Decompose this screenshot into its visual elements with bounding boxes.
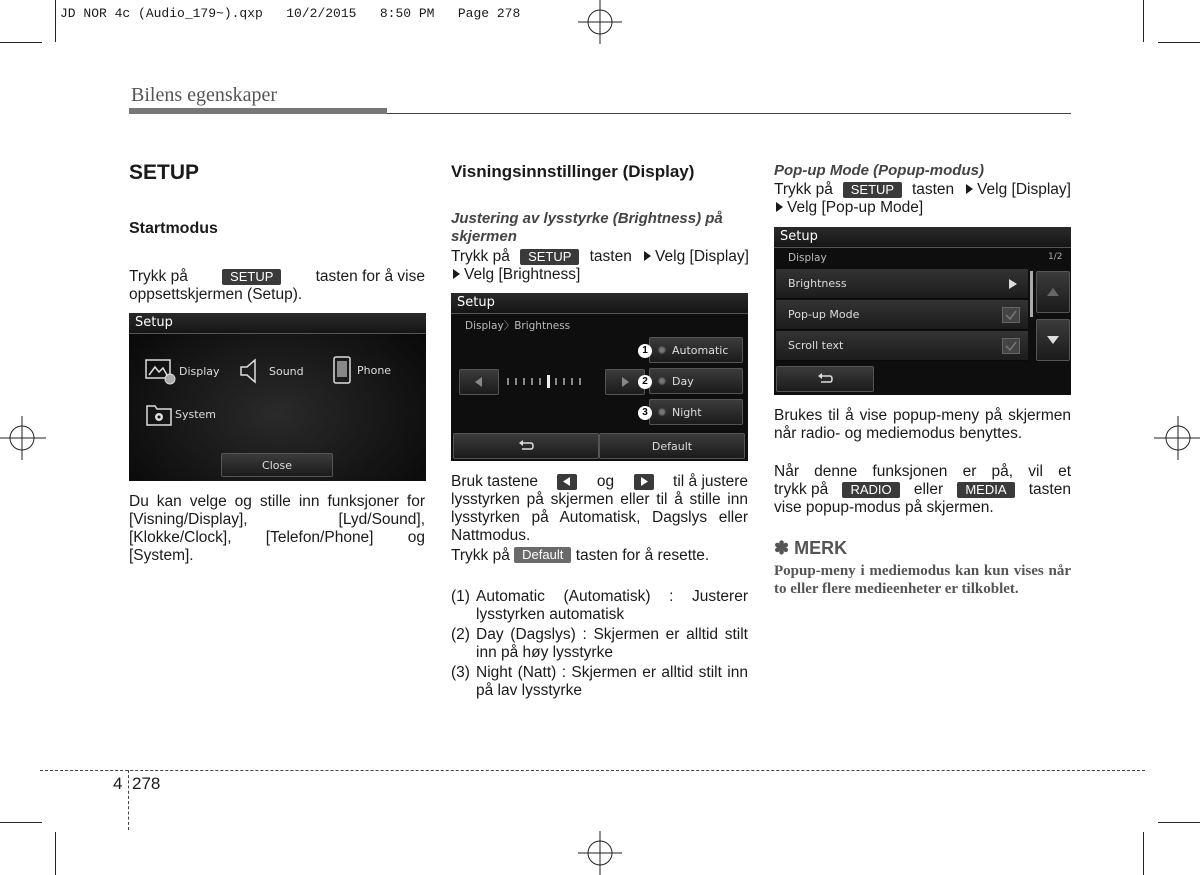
triangle-right-icon [640, 477, 648, 486]
paragraph-setup-functions: Du kan velge og stille inn funksjoner for [Visning/Display], [Lyd/Sound], [Klokke/Clock], [Telefon/Phone] og [System]. [129, 493, 425, 564]
subheading-brightness: Justering av lysstyrke (Brightness) på skjermen [451, 210, 723, 245]
list-item: (2) Day (Dagslys) : Skjermen er alltid stilt inn på høy lysstyrke [451, 626, 748, 661]
option-night[interactable]: Night [649, 399, 743, 425]
section-heading-setup: SETUP [129, 161, 200, 184]
arrow-right-icon [644, 251, 651, 261]
callout-number: 2 [638, 375, 652, 389]
crop-mark [1143, 832, 1144, 875]
registration-mark [0, 416, 46, 460]
return-arrow-icon [817, 373, 833, 385]
subheading-popup-mode: Pop-up Mode (Popup-modus) [774, 162, 984, 179]
setup-item-sound[interactable]: Sound [237, 357, 304, 385]
scrollbar[interactable] [1030, 271, 1033, 317]
back-button[interactable] [776, 366, 874, 392]
brightness-modes-list [451, 588, 748, 702]
triangle-up-icon [1047, 287, 1059, 297]
crop-mark [0, 822, 42, 823]
speaker-icon [237, 357, 265, 385]
option-day[interactable]: Day [649, 368, 743, 394]
list-item: (1) Automatic (Automatisk) : Justerer lysstyrken automatisk [451, 588, 748, 623]
note-text: Popup-meny i mediemodus kan kun vises når to eller flere medieenheter er tilkoblet. [774, 563, 1071, 597]
radio-indicator [658, 377, 666, 385]
default-key-label: Default [514, 547, 571, 563]
arrow-right-icon [966, 184, 973, 194]
menu-row-popup-mode[interactable]: Pop-up Mode [776, 300, 1028, 330]
subheading-startmodus: Startmodus [129, 220, 218, 237]
popup-mode-screen [774, 227, 1071, 395]
paragraph-popup-on: Når denne funksjonen er på, vil et trykk på RADIO eller MEDIA tasten vise popup-modus på skjermen. [774, 463, 1071, 516]
scroll-down-button[interactable] [1036, 319, 1070, 361]
close-button[interactable]: Close [221, 453, 333, 477]
paragraph-popup-usage: Brukes til å vise popup-meny på skjermen når radio- og mediemodus benyttes. [774, 407, 1071, 442]
setup-item-system[interactable]: System [145, 401, 216, 427]
crop-mark [1158, 822, 1200, 823]
paragraph-popup-path: Trykk på SETUP tasten Velg [Display] Velg [Pop-up Mode] [774, 181, 1071, 216]
right-key-label [634, 474, 654, 490]
radio-indicator [658, 346, 666, 354]
breadcrumb: Display〉Brightness [465, 320, 571, 332]
page-number: 278 [132, 774, 161, 793]
chapter-number: 4 [113, 774, 123, 793]
section-heading-display: Visningsinnstillinger (Display) [451, 162, 695, 181]
crop-mark [0, 42, 42, 43]
return-arrow-icon [518, 440, 534, 452]
brightness-slider[interactable] [503, 373, 603, 389]
display-icon [145, 357, 177, 385]
option-automatic[interactable]: Automatic [649, 337, 743, 363]
brightness-screen [451, 293, 748, 461]
menu-row-scroll-text[interactable]: Scroll text [776, 331, 1028, 361]
radio-indicator [658, 408, 666, 416]
paragraph-adjust: Bruk tastene og til å justere lysstyrken på skjermen eller til å stille inn lysstyrken på Automatisk, Dagslys eller Nattmodus. [451, 473, 748, 544]
setup-item-phone[interactable]: Phone [331, 355, 391, 385]
triangle-right-icon [620, 377, 630, 387]
triangle-left-icon [474, 377, 484, 387]
setup-key-label: SETUP [222, 269, 281, 285]
registration-mark [578, 0, 622, 44]
title-underline-bar [129, 108, 387, 114]
gear-folder-icon [145, 401, 173, 427]
triangle-down-icon [1047, 335, 1059, 345]
registration-mark [578, 831, 622, 875]
callout-number: 1 [638, 344, 652, 358]
setup-key-label: SETUP [520, 249, 579, 265]
print-header: JD NOR 4c (Audio_179~).qxp 10/2/2015 8:50 PM Page 278 [60, 6, 521, 21]
arrow-right-icon [453, 269, 460, 279]
triangle-left-icon [563, 477, 571, 486]
callout-number: 3 [638, 406, 652, 420]
checkbox-icon[interactable] [1002, 307, 1020, 323]
footer-rule [40, 770, 1145, 771]
list-item: (3) Night (Natt) : Skjermen er alltid stilt inn på lav lysstyrke [451, 664, 748, 699]
menu-row-brightness[interactable]: Brightness [776, 269, 1028, 299]
left-key-label [557, 474, 577, 490]
paragraph-brightness-path: Trykk på SETUP tasten Velg [Display] Velg [Brightness] [451, 248, 749, 283]
note-title: ✽ MERK [774, 538, 848, 558]
crop-mark [55, 832, 56, 875]
paragraph-reset: Trykk på Default tasten for å resette. [451, 547, 710, 564]
checkbox-icon[interactable] [1002, 338, 1020, 354]
arrow-right-icon [776, 202, 783, 212]
default-button[interactable]: Default [599, 433, 745, 459]
back-button[interactable] [453, 433, 599, 459]
setup-key-label: SETUP [843, 182, 902, 198]
footer-divider [128, 770, 129, 830]
brightness-decrease-button[interactable] [459, 369, 499, 395]
triangle-right-icon [1008, 279, 1018, 289]
page-indicator: 1/2 [1048, 252, 1063, 262]
crop-mark [55, 0, 56, 42]
crop-mark [1158, 42, 1200, 43]
scroll-up-button[interactable] [1036, 271, 1070, 313]
paragraph-startmodus: Trykk på SETUP tasten for å vise oppsettskjermen (Setup). [129, 268, 425, 303]
screen-title: Setup [780, 229, 818, 244]
phone-icon [331, 355, 353, 385]
media-key-label: MEDIA [957, 482, 1014, 498]
title-rule [387, 113, 1071, 114]
setup-screen [129, 313, 426, 481]
screen-title: Setup [135, 315, 173, 330]
crop-mark [1143, 0, 1144, 42]
radio-key-label: RADIO [842, 482, 899, 498]
chapter-title: Bilens egenskaper [131, 84, 278, 106]
registration-mark [1154, 416, 1200, 460]
section-label: Display [788, 252, 827, 264]
setup-item-display[interactable]: Display [145, 357, 220, 385]
screen-title: Setup [457, 295, 495, 310]
